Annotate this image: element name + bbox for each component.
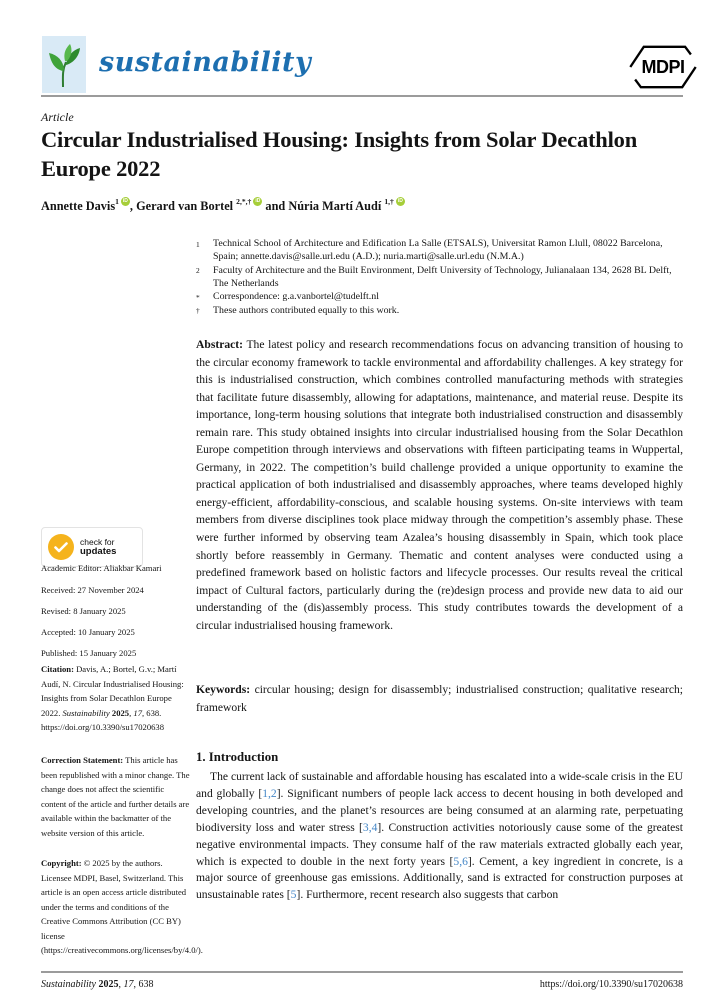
citation-journal: Sustainability [62, 707, 110, 718]
equal-contribution-note: These authors contributed equally to this work. [213, 304, 400, 316]
affiliation-row [196, 264, 685, 291]
author-name: Núria Martí Audí [288, 199, 382, 213]
affiliation-row [196, 237, 685, 264]
citation-year: 2025 [111, 707, 130, 718]
abstract-paragraph [196, 336, 683, 634]
affiliation-text: Technical School of Architecture and Edification La Salle (ETSALS), Universitat Ramon Llull, 08022 Barcelona, Spain; annette.davis@salle.url.edu (A.D.); nuria.marti@salle.url.edu (N.M.A.) [213, 238, 663, 263]
citation-text: , [129, 707, 134, 718]
journal-name: sustainability [99, 47, 312, 78]
footer-divider [41, 971, 683, 973]
orcid-icon[interactable] [253, 197, 262, 206]
date-received: Received: 27 November 2024 [41, 585, 144, 595]
correction-label: Correction Statement: [41, 755, 124, 765]
footer-doi-link[interactable]: https://doi.org/10.3390/su17020638 [539, 979, 683, 990]
citation-doi-link[interactable]: , 638. https://doi.org/10.3390/su17020638 [41, 707, 165, 732]
footer-sep: , [118, 979, 124, 990]
correction-statement [41, 753, 191, 840]
affiliation-marker: 2 [196, 266, 200, 276]
sustainability-plant-icon [42, 36, 86, 93]
orcid-icon[interactable] [121, 197, 130, 206]
keywords-label: Keywords: [196, 683, 251, 696]
body-text: ]. Significant numbers of people lack access to decent housing in both developed and developing countries, and the planet’s resources are being consumed at an alarming rate, perpetuating biodiversity loss and water stress [ [196, 786, 683, 834]
footer-journal-name: Sustainability [41, 979, 99, 990]
citation-ref-link[interactable]: 1,2 [262, 786, 277, 800]
affiliation-marker: † [196, 306, 200, 316]
abstract-text: The latest policy and research recommendations focus on advancing transition of housing to the circular economy framework to tackle environmental and affordability challenges. A key strategy for this is industrialised construction, which combines controlled manufacturing methods with strategies that facilitate future disassembly, allowing for adaptations, maintenance, and material reuse. Despite its importance, long-term housing solutions that integrate both industrialised construction and disassembly remain rare. This study obtained insights into circular industrialised housing from the Solar Decathlon Europe competition through interviews and observations with fifteen participating teams in Wuppertal, Germany, in 2022. The competition’s build challenge provided a unique opportunity to examine the practical application of both industrialised and disassembly approaches, where teams developed highly energy-efficient, affordability-conscious, and scalable housing systems. On-site interviews with team members from diverse disciplines took place midway through the competition’s assembly phase. These were further informed by observing team Azalea’s housing disassembly in Spain, which took place shortly before reassembly in Germany. Thematic and content analyses were conducted using a predefined framework based on holistic factors and lifecycle processes. Our results reveal the critical impact of Cultural factors, particularly during the (re)design process and provide new data to aid our understanding of the (dis)assembly process. This study contributes towards the development of a circular industrialised housing framework. [196, 338, 683, 632]
check-for-updates-label [80, 538, 116, 557]
introduction-paragraph [196, 769, 683, 904]
affiliations-block [196, 237, 685, 318]
mdpi-logo [628, 42, 698, 92]
citation-ref-link[interactable]: 3,4 [362, 820, 378, 834]
copyright-label: Copyright: [41, 858, 82, 868]
body-text: The current lack of sustainable and affordable housing has escalated into a wide-scale crisis in the EU and globally [ [196, 770, 683, 800]
correspondence-text[interactable]: Correspondence: g.a.vanbortel@tudelft.nl [213, 291, 379, 303]
affiliation-row [196, 290, 685, 304]
author-separator: and [262, 199, 289, 213]
body-text: ]. Furthermore, recent research also suggests that carbon [296, 888, 559, 902]
affiliation-marker: * [196, 292, 200, 302]
article-type-label: Article [41, 110, 74, 124]
date-revised: Revised: 8 January 2025 [41, 606, 126, 616]
section-heading-introduction: 1. Introduction [196, 750, 279, 764]
footer-year: 2025 [98, 979, 119, 990]
copyright-text: © 2025 by the authors. Licensee MDPI, Basel, Switzerland. This article is an open access article distributed under the terms and conditions of the Creative Commons Attribution (CC BY) license (https://creativecommons.org/licenses/by/4.0/). [41, 858, 203, 955]
citation-text: Davis, A.; Bortel, G.v.; Martí Audí, N. Circular Industrialised Housing: Insights from Solar Decathlon Europe 2022. [41, 664, 184, 718]
orcid-icon[interactable] [396, 197, 405, 206]
keywords-text: circular housing; design for disassembly; industrialised construction; qualitative research; framework [196, 683, 683, 714]
keywords-paragraph [196, 681, 683, 716]
footer-volume: 17 [123, 979, 134, 990]
citation-block [41, 662, 191, 735]
citation-volume: 17 [133, 707, 142, 718]
badge-line2: updates [80, 546, 117, 557]
author-name: Gerard van Bortel [136, 199, 234, 213]
badge-line1: check for [80, 536, 115, 547]
header-divider [41, 95, 683, 97]
plant-sprout-icon [46, 41, 82, 89]
abstract-label: Abstract: [196, 338, 244, 351]
author-affil-sup: 1,† [384, 197, 394, 206]
author-separator: , [129, 199, 137, 213]
author-line [41, 193, 689, 215]
author-affil-sup: 2,*,† [236, 197, 252, 206]
author-name: Annette Davis [41, 199, 116, 213]
footer-article-number: , 638 [133, 979, 154, 990]
body-text: ]. Cement, a key ingredient in concrete, is a major source of greenhouse gas emissions. Additionally, sand is extracted for construction purposes at unsustainable rates [ [196, 854, 683, 902]
mdpi-logo-text: MDPI [641, 56, 685, 77]
affiliation-row [196, 304, 685, 318]
date-accepted: Accepted: 10 January 2025 [41, 627, 135, 637]
copyright-notice [41, 856, 203, 958]
correction-text: This article has been republished with a minor change. The change does not affect the scientific content of the article and further details are available within the backmatter of the website version of this article. [41, 755, 190, 838]
footer-journal-reference [41, 979, 154, 990]
author-affil-sup: 1 [115, 197, 119, 206]
affiliation-marker: 1 [196, 239, 200, 249]
citation-ref-link[interactable]: 5 [290, 888, 297, 902]
checkmark-icon [48, 534, 74, 560]
date-published: Published: 15 January 2025 [41, 648, 137, 658]
citation-label: Citation: [41, 664, 74, 674]
academic-editor: Academic Editor: Aliakbar Kamari [41, 563, 162, 573]
page-title: Circular Industrialised Housing: Insights from Solar Decathlon Europe 2022 [41, 127, 638, 181]
affiliation-text: Faculty of Architecture and the Built Environment, Delft University of Technology, Julianalaan 134, 2628 BL Delft, The Netherlands [213, 264, 672, 289]
body-text: ]. Construction activities notoriously cause some of the greatest negative environmental impacts. They consume half of the raw materials extracted globally each year, which is expected to double in the next forty years [ [196, 820, 684, 868]
citation-ref-link[interactable]: 5,6 [453, 854, 468, 868]
